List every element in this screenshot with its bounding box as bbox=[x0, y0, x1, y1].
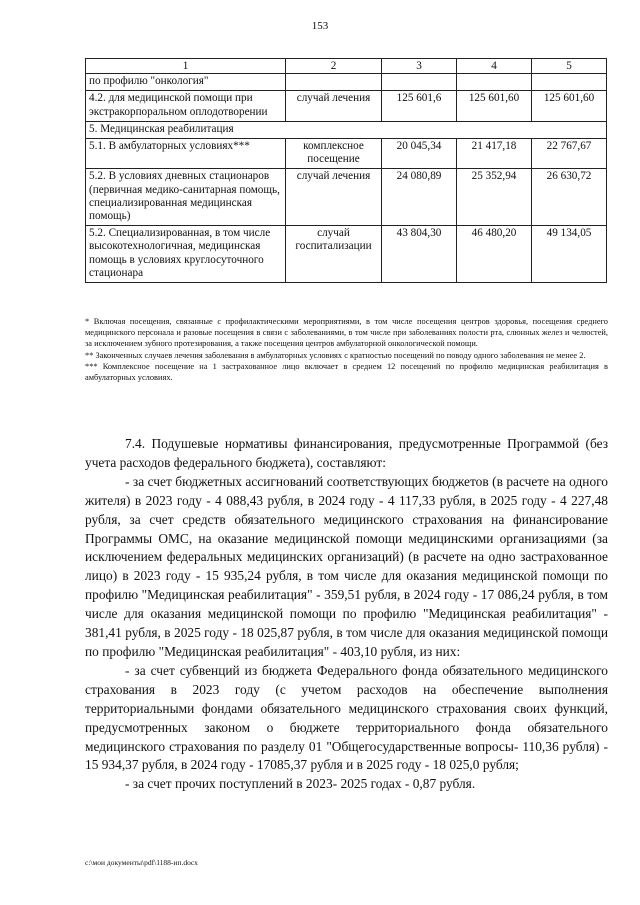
table-cell: 21 417,18 bbox=[457, 139, 532, 169]
column-header: 4 bbox=[457, 59, 532, 74]
table-cell: 26 630,72 bbox=[532, 169, 607, 226]
paragraph: - за счет субвенций из бюджета Федерального фонда обязательного медицинского страхования в 2023 году (с учетом расходов на обеспечение выполнения территориальными фондами обязательного медицинского страхования своих функций, предусмотренных законом о бюджете территориального фонда обязательного медицинского страхования по разделу 01 "Общегосударственные вопросы- 110,36 рубля) - 15 934,37 рубля, в 2024 году - 17085,37 рубля и в 2025 году - 18 025,0 рубля; bbox=[85, 662, 608, 773]
table-row bbox=[86, 226, 607, 283]
page-number: 153 bbox=[311, 20, 329, 32]
table-cell: 5.1. В амбулаторных условиях*** bbox=[86, 139, 286, 169]
table-cell bbox=[532, 74, 607, 91]
table-cell bbox=[457, 74, 532, 91]
table-cell: 43 804,30 bbox=[382, 226, 457, 283]
table-cell: 125 601,60 bbox=[457, 91, 532, 121]
paragraph: 7.4. Подушевые нормативы финансирования, предусмотренные Программой (без учета расходов федерального бюджета), составляют: bbox=[85, 436, 608, 470]
section-heading-cell: 5. Медицинская реабилитация bbox=[86, 121, 607, 138]
table-cell: 46 480,20 bbox=[457, 226, 532, 283]
footnote: ** Законченных случаев лечения заболевания в амбулаторных условиях с кратностью посещений по поводу одного заболевания не менее 2. bbox=[85, 350, 586, 360]
table-cell: 20 045,34 bbox=[382, 139, 457, 169]
table-row bbox=[86, 121, 607, 138]
table-cell: 5.2. В условиях дневных стационаров (первичная медико-санитарная помощь, специализированная медицинская помощь) bbox=[86, 169, 286, 226]
table-row bbox=[86, 91, 607, 121]
table-cell: 24 080,89 bbox=[382, 169, 457, 226]
table-cell: 5.2. Специализированная, в том числе высокотехнологичная, медицинская помощь в условиях круглосуточного стационара bbox=[86, 226, 286, 283]
table-row bbox=[86, 169, 607, 226]
paragraph: - за счет прочих поступлений в 2023- 2025 годах - 0,87 рубля. bbox=[125, 776, 476, 792]
paragraph: - за счет бюджетных ассигнований соответствующих бюджетов (в расчете на одного жителя) в 2023 году - 4 088,43 рубля, в 2024 году - 4 117,33 рубля, в 2025 году - 4 227,48 рубля, за счет средств обязательного медицинского страхования на финансирование Программы ОМС, на оказание медицинской помощи медицинскими организациями (за исключением федеральных медицинских организаций) (в расчете на одно застрахованное лицо) в 2023 году - 15 935,24 рубля, в том числе для оказания медицинской помощи по профилю "Медицинская реабилитация" - 359,51 рубля, в 2024 году - 17 086,24 рубля, в том числе для оказания медицинской помощи по профилю "Медицинская реабилитация" - 381,41 рубля, в 2025 году - 18 025,87 рубля, в том числе для оказания медицинской помощи по профилю "Медицинская реабилитация" - 403,10 рубля, из них: bbox=[85, 473, 608, 659]
column-header: 2 bbox=[286, 59, 382, 74]
table-cell: по профилю "онкология" bbox=[86, 74, 286, 91]
table-cell: 4.2. для медицинской помощи при экстракорпоральном оплодотворении bbox=[86, 91, 286, 121]
table-cell: 22 767,67 bbox=[532, 139, 607, 169]
footnote: * Включая посещения, связанные с профилактическими мероприятиями, в том числе посещения центров здоровья, посещения среднего медицинского персонала и разовые посещения в связи с заболеваниями, в том числе при заболеваниях полости рта, слюнных желез и челюстей, за исключением зубного протезирования, а также посещения центров амбулаторной онкологической помощи. bbox=[85, 317, 608, 349]
table-cell: 125 601,6 bbox=[382, 91, 457, 121]
table-cell: 49 134,05 bbox=[532, 226, 607, 283]
file-path: c:\мои документы\pdf\1188-ип.docx bbox=[85, 858, 198, 867]
body-text bbox=[85, 435, 608, 794]
table-cell: 25 352,94 bbox=[457, 169, 532, 226]
table-cell: случай госпитализации bbox=[286, 226, 382, 283]
column-header: 5 bbox=[532, 59, 607, 74]
column-header: 3 bbox=[382, 59, 457, 74]
column-header: 1 bbox=[86, 59, 286, 74]
table-cell: случай лечения bbox=[286, 169, 382, 226]
table-header-row bbox=[86, 59, 607, 74]
table-row bbox=[86, 139, 607, 169]
table-cell bbox=[286, 74, 382, 91]
table-cell bbox=[382, 74, 457, 91]
footnotes bbox=[85, 316, 608, 383]
footnote: *** Комплексное посещение на 1 застрахованное лицо включает в среднем 12 посещений по профилю медицинская реабилитация в амбулаторных условиях. bbox=[85, 361, 608, 383]
table-cell: комплексное посещение bbox=[286, 139, 382, 169]
table-row bbox=[86, 74, 607, 91]
table-cell: 125 601,60 bbox=[532, 91, 607, 121]
tariff-table bbox=[85, 58, 607, 283]
table-cell: случай лечения bbox=[286, 91, 382, 121]
